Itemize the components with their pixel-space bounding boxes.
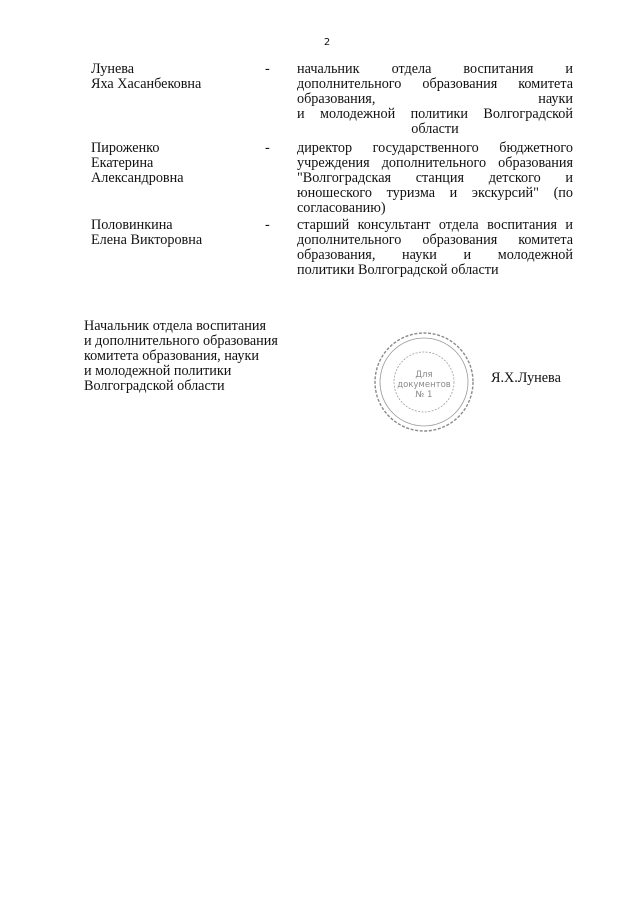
member-role bbox=[297, 62, 573, 137]
role-line: дополнительного образования комитета bbox=[297, 232, 573, 248]
signer-name: Я.Х.Лунева bbox=[491, 370, 561, 386]
svg-text:документов: документов bbox=[397, 380, 451, 390]
role-line: начальник отдела воспитания и bbox=[297, 61, 573, 77]
role-line: юношеского туризма и экскурсий" (по bbox=[297, 185, 573, 201]
member-name: Лунева Яха Хасанбековна bbox=[91, 61, 202, 92]
member-dash: - bbox=[265, 61, 270, 77]
member-role bbox=[297, 218, 573, 278]
role-line: дополнительного образования комитета bbox=[297, 76, 573, 92]
member-dash: - bbox=[265, 140, 270, 156]
role-line: учреждения дополнительного образования bbox=[297, 155, 573, 171]
svg-text:№ 1: № 1 bbox=[415, 390, 433, 400]
role-line: политики Волгоградской области bbox=[297, 262, 499, 278]
member-entry bbox=[0, 61, 640, 137]
role-line: старший консультант отдела воспитания и bbox=[297, 217, 573, 233]
role-line: и молодежной политики Волгоградской bbox=[297, 106, 573, 122]
role-line: "Волгоградская станция детского и bbox=[297, 170, 573, 186]
role-line: директор государственного бюджетного bbox=[297, 140, 573, 156]
role-line: образования, науки и молодежной bbox=[297, 247, 573, 263]
svg-text:Для: Для bbox=[415, 370, 433, 380]
role-line: области bbox=[411, 121, 459, 137]
page-number: 2 bbox=[323, 37, 331, 48]
member-role bbox=[297, 141, 573, 216]
member-name: Половинкина Елена Викторовна bbox=[91, 217, 203, 248]
role-line: согласованию) bbox=[297, 200, 386, 216]
signature-title: Начальник отдела воспитания и дополнительного образования комитета образования, науки и молодежной политики Волгоградской области bbox=[84, 318, 278, 394]
member-name: Пироженко Екатерина Александровна bbox=[91, 140, 184, 186]
member-dash: - bbox=[265, 217, 270, 233]
member-entry bbox=[0, 140, 640, 216]
role-line: образования, науки bbox=[297, 91, 573, 107]
member-entry bbox=[0, 218, 640, 288]
official-seal bbox=[372, 330, 476, 434]
